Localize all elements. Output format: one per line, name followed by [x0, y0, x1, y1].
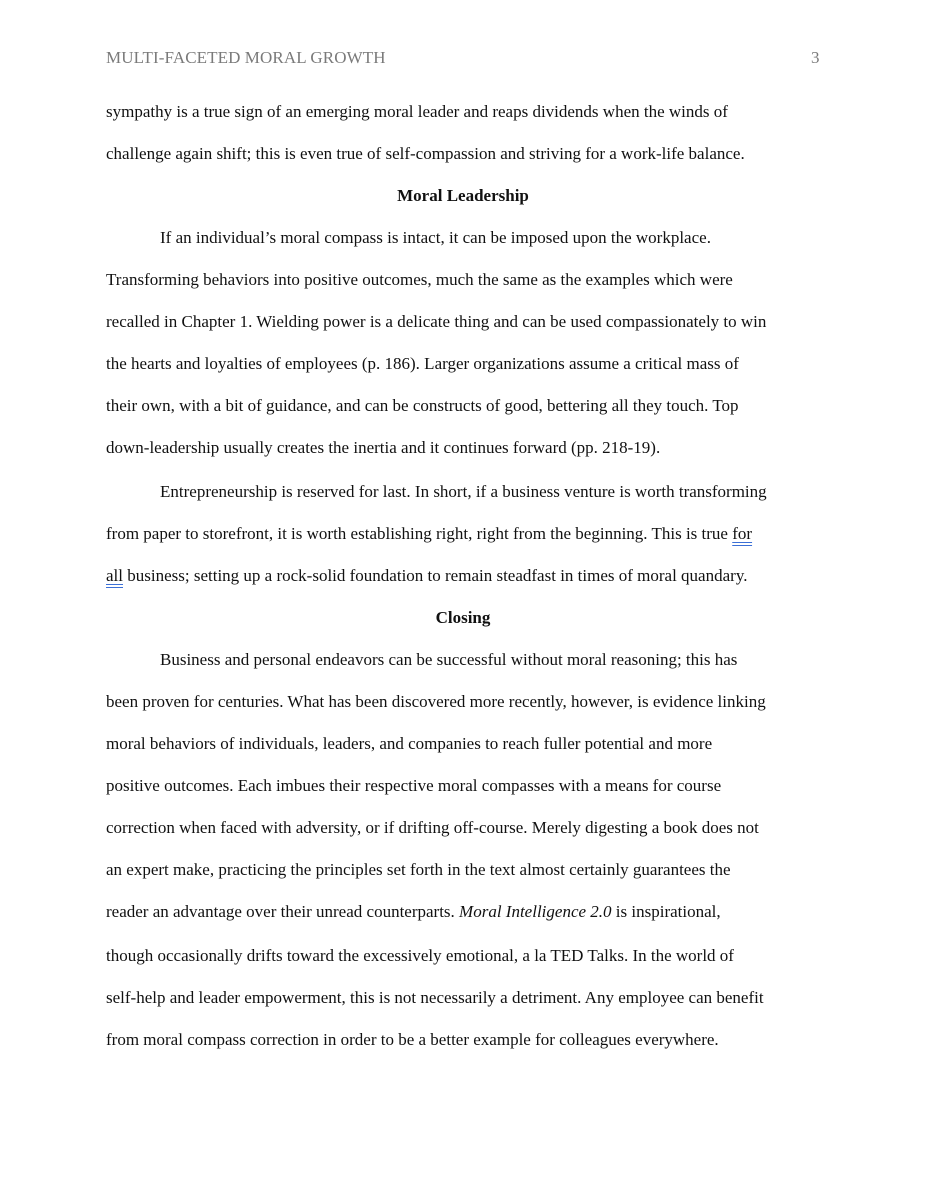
body-line: Transforming behaviors into positive outcomes, much the same as the examples which were: [106, 270, 733, 289]
body-line: If an individual’s moral compass is intact, it can be imposed upon the workplace.: [160, 228, 711, 247]
body-line: been proven for centuries. What has been discovered more recently, however, is evidence linking: [106, 692, 766, 711]
body-line: sympathy is a true sign of an emerging moral leader and reaps dividends when the winds of: [106, 102, 728, 121]
body-text: business; setting up a rock-solid foundation to remain steadfast in times of moral quandary.: [123, 566, 748, 585]
body-text: from paper to storefront, it is worth establishing right, right from the beginning. This is true: [106, 524, 733, 543]
body-line: self-help and leader empowerment, this is not necessarily a detriment. Any employee can benefit: [106, 988, 764, 1007]
book-title: Moral Intelligence 2.0: [459, 902, 612, 921]
body-line: Entrepreneurship is reserved for last. In short, if a business venture is worth transforming: [160, 482, 767, 501]
body-line: an expert make, practicing the principles set forth in the text almost certainly guarantees the: [106, 860, 731, 879]
body-line: though occasionally drifts toward the excessively emotional, a la TED Talks. In the world of: [106, 946, 734, 965]
body-line: correction when faced with adversity, or if drifting off-course. Merely digesting a book does not: [106, 818, 759, 837]
section-heading-moral-leadership: Moral Leadership: [397, 186, 529, 205]
body-line: their own, with a bit of guidance, and can be constructs of good, bettering all they touch. Top: [106, 396, 739, 415]
body-line: from moral compass correction in order to be a better example for colleagues everywhere.: [106, 1030, 719, 1049]
body-text: reader an advantage over their unread counterparts.: [106, 902, 460, 921]
body-line: the hearts and loyalties of employees (p. 186). Larger organizations assume a critical mass of: [106, 354, 739, 373]
body-line: positive outcomes. Each imbues their respective moral compasses with a means for course: [106, 776, 722, 795]
body-line: [106, 523, 752, 545]
body-line: recalled in Chapter 1. Wielding power is a delicate thing and can be used compassionately to win: [106, 312, 767, 331]
body-line: moral behaviors of individuals, leaders, and companies to reach fuller potential and more: [106, 734, 713, 753]
section-heading-closing: Closing: [435, 608, 491, 627]
body-line: challenge again shift; this is even true of self-compassion and striving for a work-life balance.: [106, 144, 745, 163]
body-line: [106, 901, 721, 923]
body-line: Business and personal endeavors can be successful without moral reasoning; this has: [160, 650, 738, 669]
body-line: [106, 565, 747, 587]
grammar-flagged-text[interactable]: all: [106, 566, 123, 585]
body-line: down-leadership usually creates the inertia and it continues forward (pp. 218-19).: [106, 438, 661, 457]
body-text: is inspirational,: [611, 902, 721, 921]
grammar-flagged-text[interactable]: for: [732, 524, 753, 543]
page-number: 3: [811, 48, 820, 67]
running-head: MULTI-FACETED MORAL GROWTH: [106, 48, 386, 67]
